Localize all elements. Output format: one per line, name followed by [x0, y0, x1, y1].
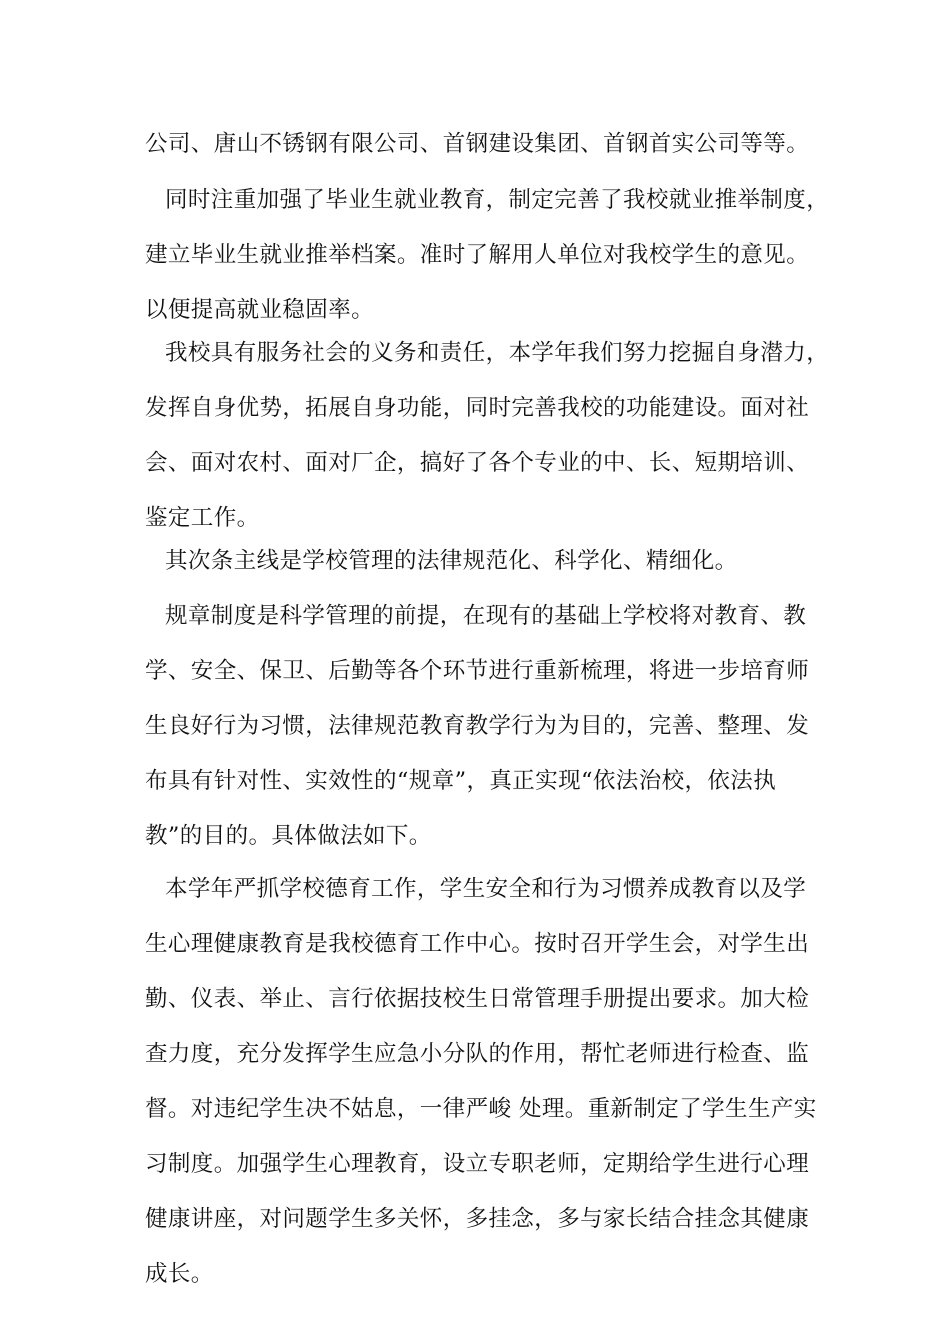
text-line: 布具有针对性、实效性的“规章”，真正实现“依法治校，依法执 — [145, 768, 777, 794]
paragraph-start-line: 规章制度是科学管理的前提，在现有的基础上学校将对教育、教 — [165, 603, 807, 629]
text-line: 教”的目的。具体做法如下。 — [145, 823, 432, 849]
text-line: 督。对违纪学生决不姑息，一律严峻 处理。重新制定了学生生产实 — [145, 1096, 817, 1122]
paragraph-start-line: 本学年严抓学校德育工作，学生安全和行为习惯养成教育以及学 — [165, 876, 807, 902]
paragraph-start-line: 同时注重加强了毕业生就业教育，制定完善了我校就业推举制度， — [165, 187, 830, 213]
text-line: 以便提高就业稳固率。 — [145, 297, 375, 323]
text-line: 习制度。加强学生心理教育，设立专职老师，定期给学生进行心理 — [145, 1151, 810, 1177]
text-line: 会、面对农村、面对厂企，搞好了各个专业的中、长、短期培训、 — [145, 450, 810, 476]
text-line: 学、安全、保卫、后勤等各个环节进行重新梳理，将进一步培育师 — [145, 658, 810, 684]
text-line: 成长。 — [145, 1261, 214, 1287]
paragraph-start-line: 我校具有服务社会的义务和责任，本学年我们努力挖掘自身潜力， — [165, 340, 830, 366]
text-line: 健康讲座，对问题学生多关怀，多挂念，多与家长结合挂念其健康 — [145, 1206, 810, 1232]
text-line: 鉴定工作。 — [145, 505, 260, 531]
text-line: 勤、仪表、举止、言行依据技校生日常管理手册提出要求。加大检 — [145, 986, 810, 1012]
paragraph-start-line: 其次条主线是学校管理的法律规范化、科学化、精细化。 — [165, 548, 738, 574]
text-line: 生心理健康教育是我校德育工作中心。按时召开学生会，对学生出 — [145, 931, 810, 957]
text-line: 生良好行为习惯，法律规范教育教学行为为目的，完善、整理、发 — [145, 713, 810, 739]
text-line: 建立毕业生就业推举档案。准时了解用人单位对我校学生的意见。 — [145, 242, 810, 268]
text-line: 查力度，充分发挥学生应急小分队的作用，帮忙老师进行检查、监 — [145, 1041, 810, 1067]
text-line: 发挥自身优势，拓展自身功能，同时完善我校的功能建设。面对社 — [145, 395, 810, 421]
text-line: 公司、唐山不锈钢有限公司、首钢建设集团、首钢首实公司等等。 — [145, 131, 810, 157]
